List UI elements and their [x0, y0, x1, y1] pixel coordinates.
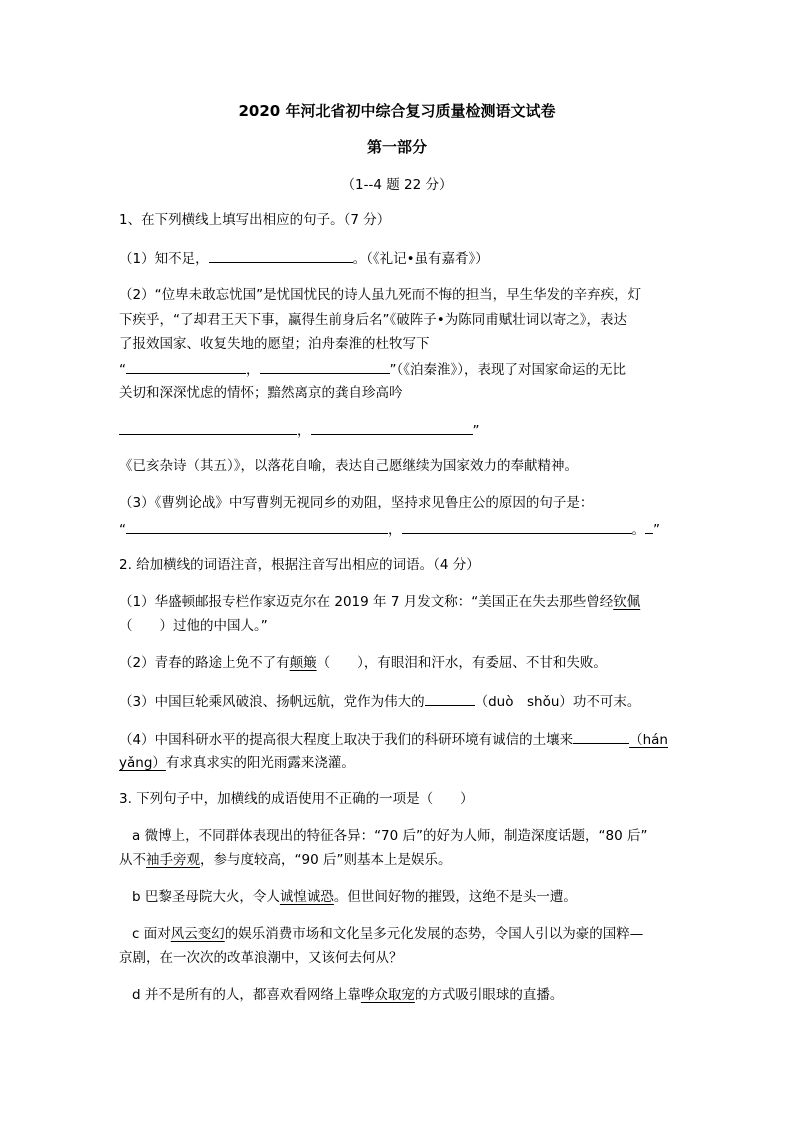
q2-s4-line2 [119, 754, 355, 772]
q1-s2-line2: 下疾乎，“了却君王天下事，赢得生前身后名”《破阵子•为陈同甫赋壮词以寄之》，表达 [119, 312, 627, 328]
q1-s1-suffix: 。（《礼记•虽有嘉肴》） [352, 251, 489, 267]
close-quote: ” [472, 423, 480, 439]
underlined-idiom: 风云变幻 [170, 926, 225, 942]
underlined-word: 钦佩 [613, 594, 641, 610]
q2-s1-line1 [119, 593, 640, 611]
q1-s1-prefix: （1）知不足， [119, 251, 209, 267]
q3-c-suffix: 的娱乐消费市场和文化呈多元化发展的态势，令国人引以为豪的国粹— [224, 926, 644, 942]
q2-s4-prefix: （4）中国科研水平的提高很大程度上取决于我们的科研环境有诚信的土壤来 [119, 732, 574, 748]
q1-s2-line5: 关切和深深忧虑的情怀；黯然离京的龚自珍高吟 [119, 385, 403, 401]
answer-blank[interactable] [402, 519, 632, 534]
q2-s3-suffix: （duò shǒu）功不可末。 [474, 694, 641, 710]
comma: ， [246, 362, 260, 378]
q3-option-c-line2: 京剧，在一次次的改革浪潮中，又该何去何从？ [119, 950, 403, 966]
open-quote: “ [119, 362, 126, 378]
pinyin-hint: yǎng） [119, 755, 166, 771]
q2-s2 [119, 654, 607, 672]
underlined-idiom: 诚惶诚恐 [279, 889, 334, 905]
open-quote: “ [119, 522, 126, 538]
comma: ， [297, 423, 311, 439]
answer-blank[interactable] [209, 248, 353, 263]
q2-s1-prefix: （1）华盛顿邮报专栏作家迈克尔在 2019 年 7 月发文称：“美国正在失去那些曾经 [119, 594, 614, 610]
q3-a-prefix: 从不 [119, 852, 146, 868]
q1-s2-line6 [119, 420, 480, 440]
answer-blank[interactable] [425, 691, 475, 706]
q1-s2-line3: 了报效国家、收复失地的愿望；泊舟秦淮的杜牧写下 [119, 336, 430, 352]
q2-s4-line2-rest: 有求真求实的阳光雨露来浇灌。 [165, 755, 355, 771]
answer-blank-tail [645, 519, 653, 534]
q1-s3-line1: （3）《曹刿论战》中写曹刿无视同乡的劝阻，坚持求见鲁庄公的原因的句子是： [119, 495, 594, 511]
q3-a-suffix: ，参与度较高，“90 后”则基本上是娱乐。 [200, 852, 452, 868]
q3-d-prefix: d 并不是所有的人，都喜欢看网络上靠 [132, 987, 361, 1003]
q1-s2-line1: （2）“位卑未敢忘忧国”是忧国忧民的诗人虽九死而不悔的担当，早生华发的辛弃疾，灯 [119, 287, 642, 303]
q1-s2-line4-suffix: ”（《泊秦淮》），表现了对国家命运的无比 [389, 362, 626, 378]
q2-s3-prefix: （3）中国巨轮乘风破浪、扬帆远航，党作为伟大的 [119, 694, 425, 710]
part-heading: 第一部分 [366, 138, 427, 156]
q3-option-a-line1: a 微博上，不同群体表现出的特征各异：“70 后”的好为人师，制造深度话题，“80 后” [132, 828, 648, 844]
q3-b-prefix: b 巴黎圣母院大火，令人 [132, 889, 280, 905]
q3-c-prefix: c 面对 [132, 926, 171, 942]
answer-blank[interactable] [260, 359, 390, 374]
answer-blank[interactable] [573, 729, 629, 744]
close-quote: ” [653, 522, 660, 538]
q2-s3 [119, 691, 640, 711]
q3-option-d [132, 986, 563, 1004]
underlined-idiom: 哗众取宠 [360, 987, 415, 1003]
q3-stem: 3. 下列句子中，加横线的成语使用不正确的一项是（ ） [119, 791, 474, 807]
pinyin-hint: （hán [629, 732, 668, 748]
q3-d-suffix: 的方式吸引眼球的直播。 [414, 987, 564, 1003]
q2-s2-suffix: （ ），有眼泪和汗水，有委屈、不甘和失败。 [316, 655, 607, 671]
q3-option-b [132, 888, 577, 906]
q1-s3-line2 [119, 519, 660, 539]
part-note: （1--4 题 22 分） [341, 177, 453, 193]
answer-blank[interactable] [311, 420, 473, 435]
q1-s2-line7: 《已亥杂诗（其五）》，以落花自喻，表达自己愿继续为国家效力的奉献精神。 [119, 458, 578, 474]
underlined-idiom: 袖手旁观 [146, 852, 200, 868]
answer-blank[interactable] [126, 359, 246, 374]
underlined-word: 颠簸 [289, 655, 317, 671]
q2-s1-line2: （ ）过他的中国人。” [119, 618, 268, 634]
q2-s4-line1 [119, 729, 668, 749]
q1-stem: 1、在下列横线上填写出相应的句子。（7 分） [119, 212, 391, 228]
comma: ， [388, 522, 402, 538]
exam-title: 2020 年河北省初中综合复习质量检测语文试卷 [238, 102, 556, 120]
q2-s2-prefix: （2）青春的路途上免不了有 [119, 655, 290, 671]
answer-blank[interactable] [126, 519, 388, 534]
answer-blank[interactable] [119, 420, 297, 435]
q1-s2-line4 [119, 359, 626, 379]
q3-option-a-line2 [119, 851, 451, 869]
q2-stem: 2. 给加横线的词语注音，根据注音写出相应的词语。（4 分） [119, 557, 480, 573]
q3-b-suffix: 。但世间好物的摧毁，这绝不是头一遭。 [333, 889, 577, 905]
q3-option-c-line1 [132, 925, 643, 943]
period: 。 [631, 522, 645, 538]
q1-s1 [119, 248, 489, 268]
